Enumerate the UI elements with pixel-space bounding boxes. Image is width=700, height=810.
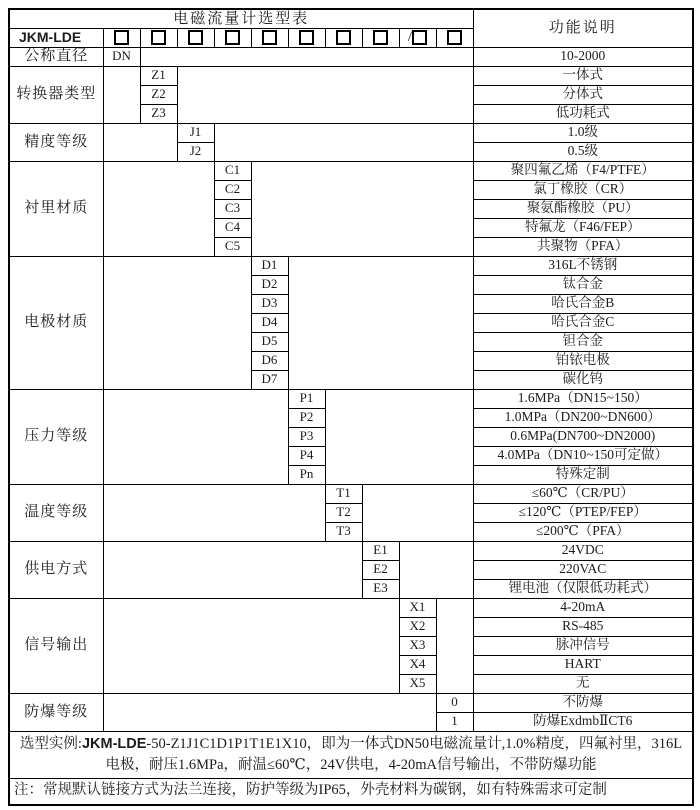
- empty-span: [362, 484, 473, 541]
- code-cell: D3: [251, 294, 288, 313]
- code-cell: E2: [362, 560, 399, 579]
- code-cell: Pn: [288, 465, 325, 484]
- code-cell: 1: [436, 712, 473, 731]
- code-cell: X2: [399, 617, 436, 636]
- empty-span: [103, 389, 288, 484]
- desc-cell: HART: [473, 655, 693, 674]
- code-cell: D4: [251, 313, 288, 332]
- label-electrode-material: 电极材质: [9, 256, 103, 389]
- label-temperature-rating: 温度等级: [9, 484, 103, 541]
- code-cell: X5: [399, 674, 436, 693]
- checkbox-icon: [447, 30, 462, 45]
- code-cell: P2: [288, 408, 325, 427]
- code-cell: T3: [325, 522, 362, 541]
- slash-mark: /: [407, 29, 413, 46]
- desc-cell: 4.0MPa（DN10~150可定做）: [473, 446, 693, 465]
- code-cell: 0: [436, 693, 473, 712]
- model-prefix: JKM-LDE: [9, 28, 103, 47]
- desc-cell: 24VDC: [473, 541, 693, 560]
- desc-cell: 1.0级: [473, 123, 693, 142]
- empty-span: [288, 256, 473, 389]
- checkbox-icon: [151, 30, 166, 45]
- example-model: JKM-LDE: [81, 735, 147, 752]
- model-code-box: [399, 28, 436, 47]
- desc-cell: 316L不锈钢: [473, 256, 693, 275]
- desc-cell: 1.0MPa（DN200~DN600）: [473, 408, 693, 427]
- code-cell: D1: [251, 256, 288, 275]
- code-cell: E1: [362, 541, 399, 560]
- table-title: 电磁流量计选型表: [9, 9, 473, 28]
- checkbox-icon: [336, 30, 351, 45]
- desc-cell: 分体式: [473, 85, 693, 104]
- code-cell: Z3: [140, 104, 177, 123]
- code-cell: DN: [103, 47, 140, 66]
- desc-cell: ≤200℃（PFA）: [473, 522, 693, 541]
- empty-span: [103, 66, 140, 123]
- code-cell: P4: [288, 446, 325, 465]
- code-cell: T1: [325, 484, 362, 503]
- checkbox-icon: [114, 30, 129, 45]
- empty-span: [140, 47, 473, 66]
- empty-span: [177, 66, 473, 123]
- desc-cell: 特氟龙（F46/FEP）: [473, 218, 693, 237]
- desc-cell: 共聚物（PFA）: [473, 237, 693, 256]
- desc-cell: 特殊定制: [473, 465, 693, 484]
- desc-cell: 钽合金: [473, 332, 693, 351]
- label-pressure-rating: 压力等级: [9, 389, 103, 484]
- example-text: -50-Z1J1C1D1P1T1E1X10，即为一体式DN50电磁流量计,1.0%精度，四氟衬里，316L电极，耐压1.6MPa，耐温≤60℃，24V供电，4-20mA信号输出，不带防爆功能: [105, 735, 683, 773]
- code-cell: C1: [214, 161, 251, 180]
- note-row: 注：常规默认链接方式为法兰连接，防护等级为IP65，外壳材料为碳钢，如有特殊需求可定制: [9, 778, 693, 805]
- code-cell: P3: [288, 427, 325, 446]
- code-cell: C5: [214, 237, 251, 256]
- code-cell: Z1: [140, 66, 177, 85]
- desc-cell: 0.6MPa(DN700~DN2000): [473, 427, 693, 446]
- desc-cell: 4-20mA: [473, 598, 693, 617]
- desc-cell: 钛合金: [473, 275, 693, 294]
- empty-span: [103, 256, 251, 389]
- code-cell: X1: [399, 598, 436, 617]
- code-cell: P1: [288, 389, 325, 408]
- desc-cell: ≤60℃（CR/PU）: [473, 484, 693, 503]
- empty-span: [103, 693, 436, 731]
- empty-span: [103, 484, 325, 541]
- function-header: 功能说明: [473, 9, 693, 47]
- model-code-box: [177, 28, 214, 47]
- desc-cell: 0.5级: [473, 142, 693, 161]
- empty-span: [251, 161, 473, 256]
- desc-cell: 10-2000: [473, 47, 693, 66]
- empty-span: [103, 123, 177, 161]
- desc-cell: 哈氏合金B: [473, 294, 693, 313]
- empty-span: [436, 598, 473, 693]
- empty-span: [399, 541, 473, 598]
- label-liner-material: 衬里材质: [9, 161, 103, 256]
- label-explosion-proof: 防爆等级: [9, 693, 103, 731]
- desc-cell: 1.6MPa（DN15~150）: [473, 389, 693, 408]
- code-cell: D7: [251, 370, 288, 389]
- empty-span: [325, 389, 473, 484]
- example-prefix: 选型实例:: [19, 735, 82, 752]
- code-cell: J2: [177, 142, 214, 161]
- code-cell: T2: [325, 503, 362, 522]
- desc-cell: 碳化钨: [473, 370, 693, 389]
- code-cell: C4: [214, 218, 251, 237]
- desc-cell: 脉冲信号: [473, 636, 693, 655]
- code-cell: D5: [251, 332, 288, 351]
- empty-span: [103, 541, 362, 598]
- checkbox-icon: [188, 30, 203, 45]
- code-cell: J1: [177, 123, 214, 142]
- label-accuracy-class: 精度等级: [9, 123, 103, 161]
- desc-cell: 不防爆: [473, 693, 693, 712]
- code-cell: X3: [399, 636, 436, 655]
- code-cell: X4: [399, 655, 436, 674]
- empty-span: [103, 598, 399, 693]
- desc-cell: 无: [473, 674, 693, 693]
- selection-table: [8, 8, 694, 806]
- desc-cell: 聚四氟乙烯（F4/PTFE）: [473, 161, 693, 180]
- model-code-box: [288, 28, 325, 47]
- model-code-box: [362, 28, 399, 47]
- checkbox-icon: [412, 30, 427, 45]
- code-cell: Z2: [140, 85, 177, 104]
- code-cell: E3: [362, 579, 399, 598]
- checkbox-icon: [373, 30, 388, 45]
- desc-cell: 氯丁橡胶（CR）: [473, 180, 693, 199]
- desc-cell: 哈氏合金C: [473, 313, 693, 332]
- label-converter-type: 转换器类型: [9, 66, 103, 123]
- desc-cell: 防爆ExdmbⅡCT6: [473, 712, 693, 731]
- desc-cell: 一体式: [473, 66, 693, 85]
- desc-cell: 聚氨酯橡胶（PU）: [473, 199, 693, 218]
- code-cell: D2: [251, 275, 288, 294]
- model-code-box: [436, 28, 473, 47]
- code-cell: C3: [214, 199, 251, 218]
- model-code-box: [103, 28, 140, 47]
- empty-span: [214, 123, 473, 161]
- desc-cell: ≤120℃（PTEP/FEP）: [473, 503, 693, 522]
- desc-cell: 220VAC: [473, 560, 693, 579]
- code-cell: D6: [251, 351, 288, 370]
- label-nominal-diameter: 公称直径: [9, 47, 103, 66]
- desc-cell: 锂电池（仅限低功耗式）: [473, 579, 693, 598]
- desc-cell: RS-485: [473, 617, 693, 636]
- empty-span: [103, 161, 214, 256]
- model-code-box: [325, 28, 362, 47]
- example-row: [9, 731, 693, 778]
- label-power-supply: 供电方式: [9, 541, 103, 598]
- checkbox-icon: [299, 30, 314, 45]
- desc-cell: 铂铱电极: [473, 351, 693, 370]
- desc-cell: 低功耗式: [473, 104, 693, 123]
- model-code-box: [140, 28, 177, 47]
- checkbox-icon: [262, 30, 277, 45]
- model-code-box: [251, 28, 288, 47]
- code-cell: C2: [214, 180, 251, 199]
- model-code-box: [214, 28, 251, 47]
- checkbox-icon: [225, 30, 240, 45]
- label-signal-output: 信号输出: [9, 598, 103, 693]
